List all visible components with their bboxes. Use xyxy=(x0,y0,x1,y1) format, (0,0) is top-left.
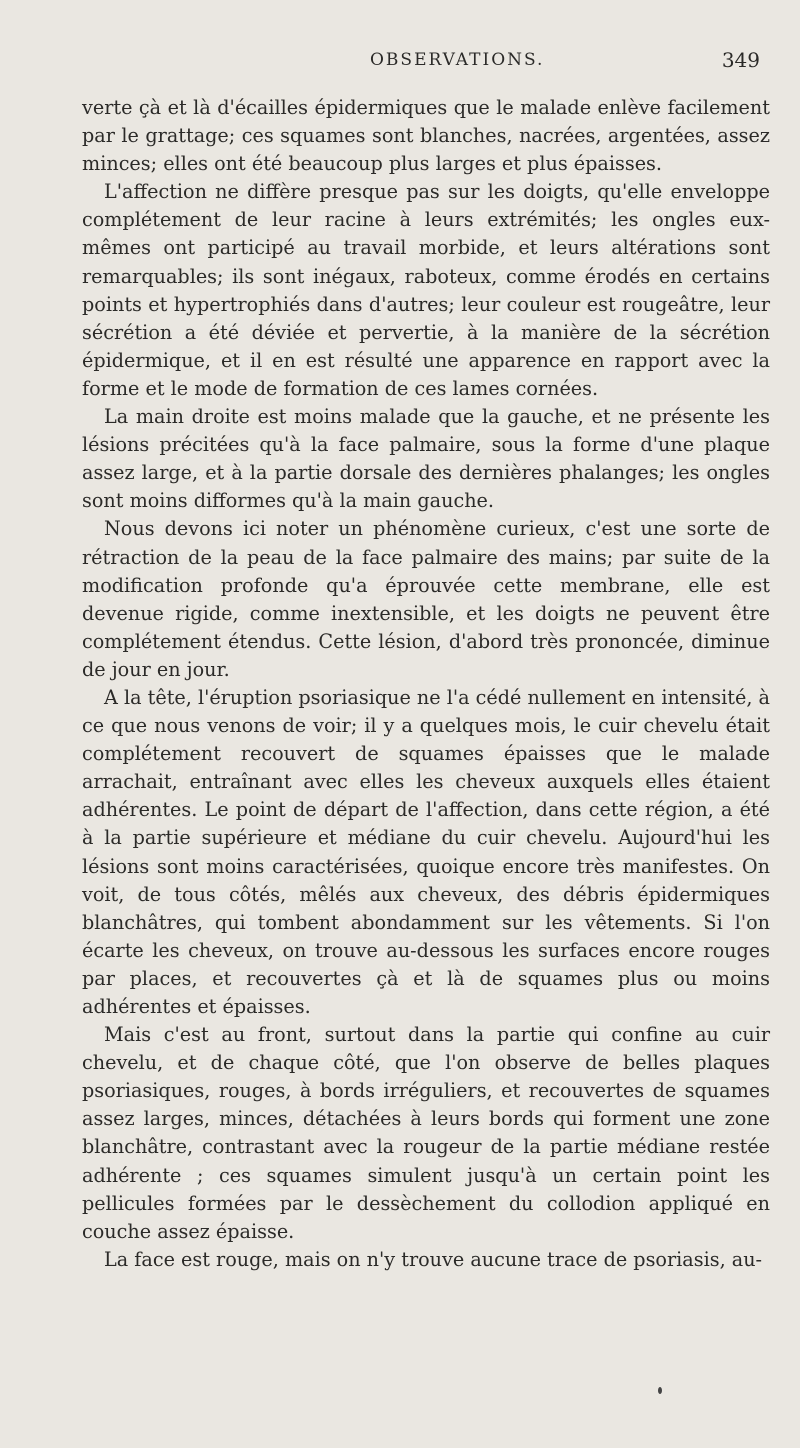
paragraph: L'affection ne diffère presque pas sur les doigts, qu'elle enveloppe complétement de leur racine à leurs extrémités; les ongles eux-mêmes ont participé au travail morbide, et leurs altérations sont remarquables; ils sont inégaux, raboteux, comme érodés en certains points et hypertrophiés dans d'autres; leur couleur est rougeâtre, leur sécrétion a été déviée et pervertie, à la manière de la sécrétion épidermique, et il en est résulté une apparence en rapport avec la forme et le mode de formation de ces lames cornées. xyxy=(82,180,770,400)
paragraph: Nous devons ici noter un phénomène curieux, c'est une sorte de rétraction de la peau de la face palmaire des mains; par suite de la modification profonde qu'a éprouvée cette membrane, elle est devenue rigide, comme inextensible, et les doigts ne peuvent être complétement étendus. Cette lésion, d'abord très prononcée, diminue de jour en jour. xyxy=(82,517,770,681)
paragraph: A la tête, l'éruption psoriasique ne l'a cédé nullement en intensité, à ce que nous venons de voir; il y a quelques mois, le cuir chevelu était complétement recouvert de squames épaisses que le malade arrachait, entraînant avec elles les cheveux auxquels elles étaient adhérentes. Le point de départ de l'affection, dans cette région, a été à la partie supérieure et médiane du cuir chevelu. Aujourd'hui les lésions sont moins caractérisées, quoique encore très manifestes. On voit, de tous côtés, mêlés aux cheveux, des débris épidermiques blanchâtres, qui tombent abondamment sur les vêtements. Si l'on écarte les cheveux, on trouve au-dessous les surfaces encore rouges par places, et recouvertes çà et là de squames plus ou moins adhérentes et épaisses. xyxy=(82,685,770,1018)
body-text xyxy=(82,94,770,1274)
paragraph: La main droite est moins malade que la gauche, et ne présente les lésions précitées qu'à la face palmaire, sous la forme d'une plaque assez large, et à la partie dorsale des dernières phalanges; les ongles sont moins difformes qu'à la main gauche. xyxy=(82,405,770,513)
paragraph: La face est rouge, mais on n'y trouve aucune trace de psoriasis, au- xyxy=(104,1247,763,1271)
page-number: 349 xyxy=(721,48,760,72)
running-title: OBSERVATIONS. xyxy=(370,50,545,70)
paragraph: verte çà et là d'écailles épidermiques que le malade enlève facilement par le grattage; ces squames sont blanches, nacrées, argentées, assez minces; elles ont été beaucoup plus larges et plus épaisses. xyxy=(82,96,770,176)
running-head xyxy=(60,50,760,76)
paragraph: Mais c'est au front, surtout dans la partie qui confine au cuir chevelu, et de chaque côté, que l'on observe de belles plaques psoriasiques, rouges, à bords irréguliers, et recouvertes de squames assez larges, minces, détachées à leurs bords qui forment une zone blanchâtre, contrastant avec la rougeur de la partie médiane restée adhérente ; ces squames simulent jusqu'à un certain point les pellicules formées par le dessèchement du collodion appliqué en couche assez épaisse. xyxy=(82,1023,770,1243)
ink-speck xyxy=(658,1387,662,1394)
